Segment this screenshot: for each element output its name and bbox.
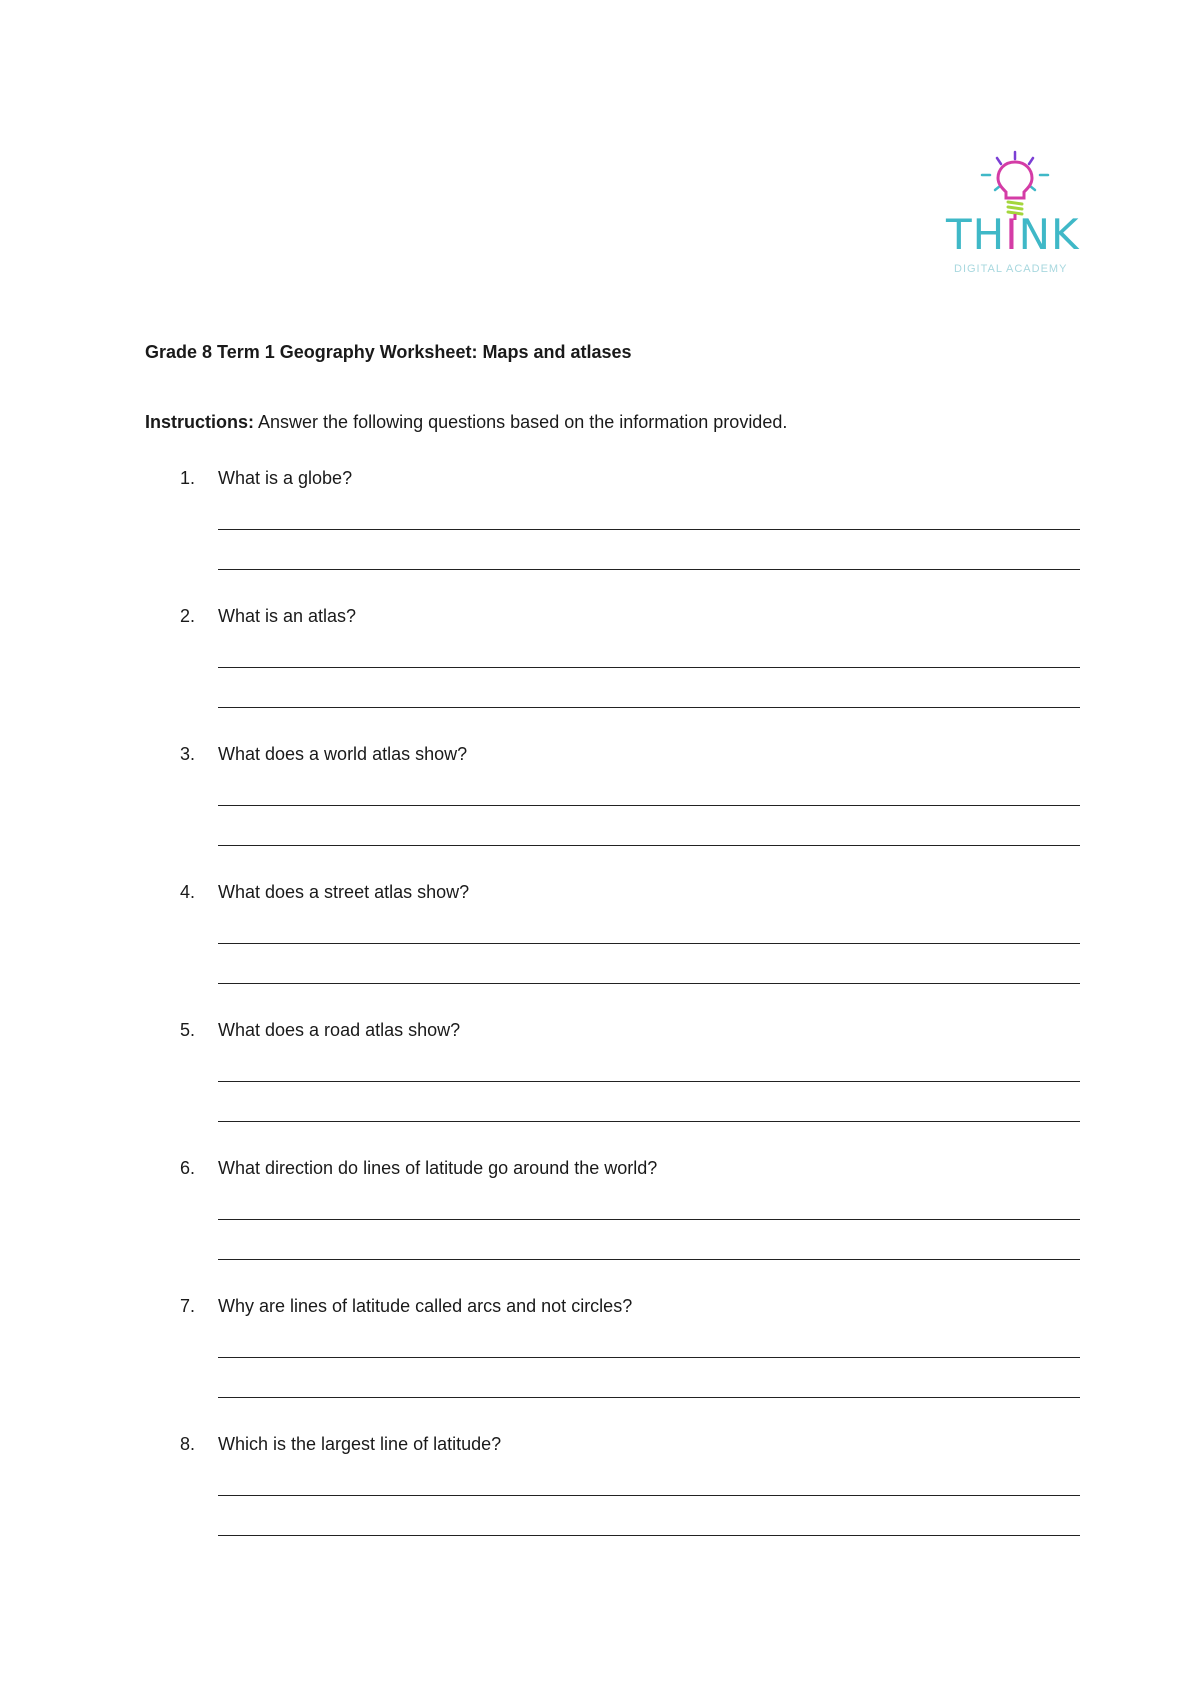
answer-line[interactable] [218,1397,1080,1398]
question-number: 2. [180,606,196,626]
answer-line[interactable] [218,569,1080,570]
answer-line[interactable] [218,1357,1080,1358]
question-text: What is a globe? [218,468,353,488]
question-number: 4. [180,882,196,902]
question-number: 7. [180,1296,196,1316]
question-text: What is an atlas? [218,606,357,626]
think-logo [940,150,1090,280]
question-number: 5. [180,1020,196,1040]
answer-line[interactable] [218,1495,1080,1496]
answer-line[interactable] [218,1081,1080,1082]
answer-line[interactable] [218,805,1080,806]
answer-line[interactable] [218,667,1080,668]
question-item [0,1296,1200,1434]
worksheet-title: Grade 8 Term 1 Geography Worksheet: Maps and atlases [145,342,632,362]
question-text: Which is the largest line of latitude? [218,1434,502,1454]
question-number: 6. [180,1158,196,1178]
answer-line[interactable] [218,845,1080,846]
answer-line[interactable] [218,943,1080,944]
answer-line[interactable] [218,1219,1080,1220]
question-number: 8. [180,1434,196,1454]
question-text: What does a world atlas show? [218,744,468,764]
question-number: 3. [180,744,196,764]
logo-subtitle: DIGITAL ACADEMY [954,263,1068,275]
question-item [0,1020,1200,1158]
question-item [0,1434,1200,1572]
question-item [0,882,1200,1020]
instructions-label: Instructions: [145,412,255,432]
instructions-text: Answer the following questions based on the information provided. [254,412,788,432]
question-list [0,468,1200,1572]
logo-wordmark: THINK [946,210,1080,259]
answer-line[interactable] [218,529,1080,530]
question-text: What does a street atlas show? [218,882,470,902]
answer-line[interactable] [218,1535,1080,1536]
question-text: Why are lines of latitude called arcs and not circles? [218,1296,633,1316]
question-text: What direction do lines of latitude go around the world? [218,1158,658,1178]
question-item [0,606,1200,744]
instructions [145,412,787,433]
question-item [0,468,1200,606]
answer-line[interactable] [218,1259,1080,1260]
question-number: 1. [180,468,196,488]
answer-line[interactable] [218,1121,1080,1122]
question-text: What does a road atlas show? [218,1020,461,1040]
answer-line[interactable] [218,707,1080,708]
answer-line[interactable] [218,983,1080,984]
question-item [0,744,1200,882]
question-item [0,1158,1200,1296]
